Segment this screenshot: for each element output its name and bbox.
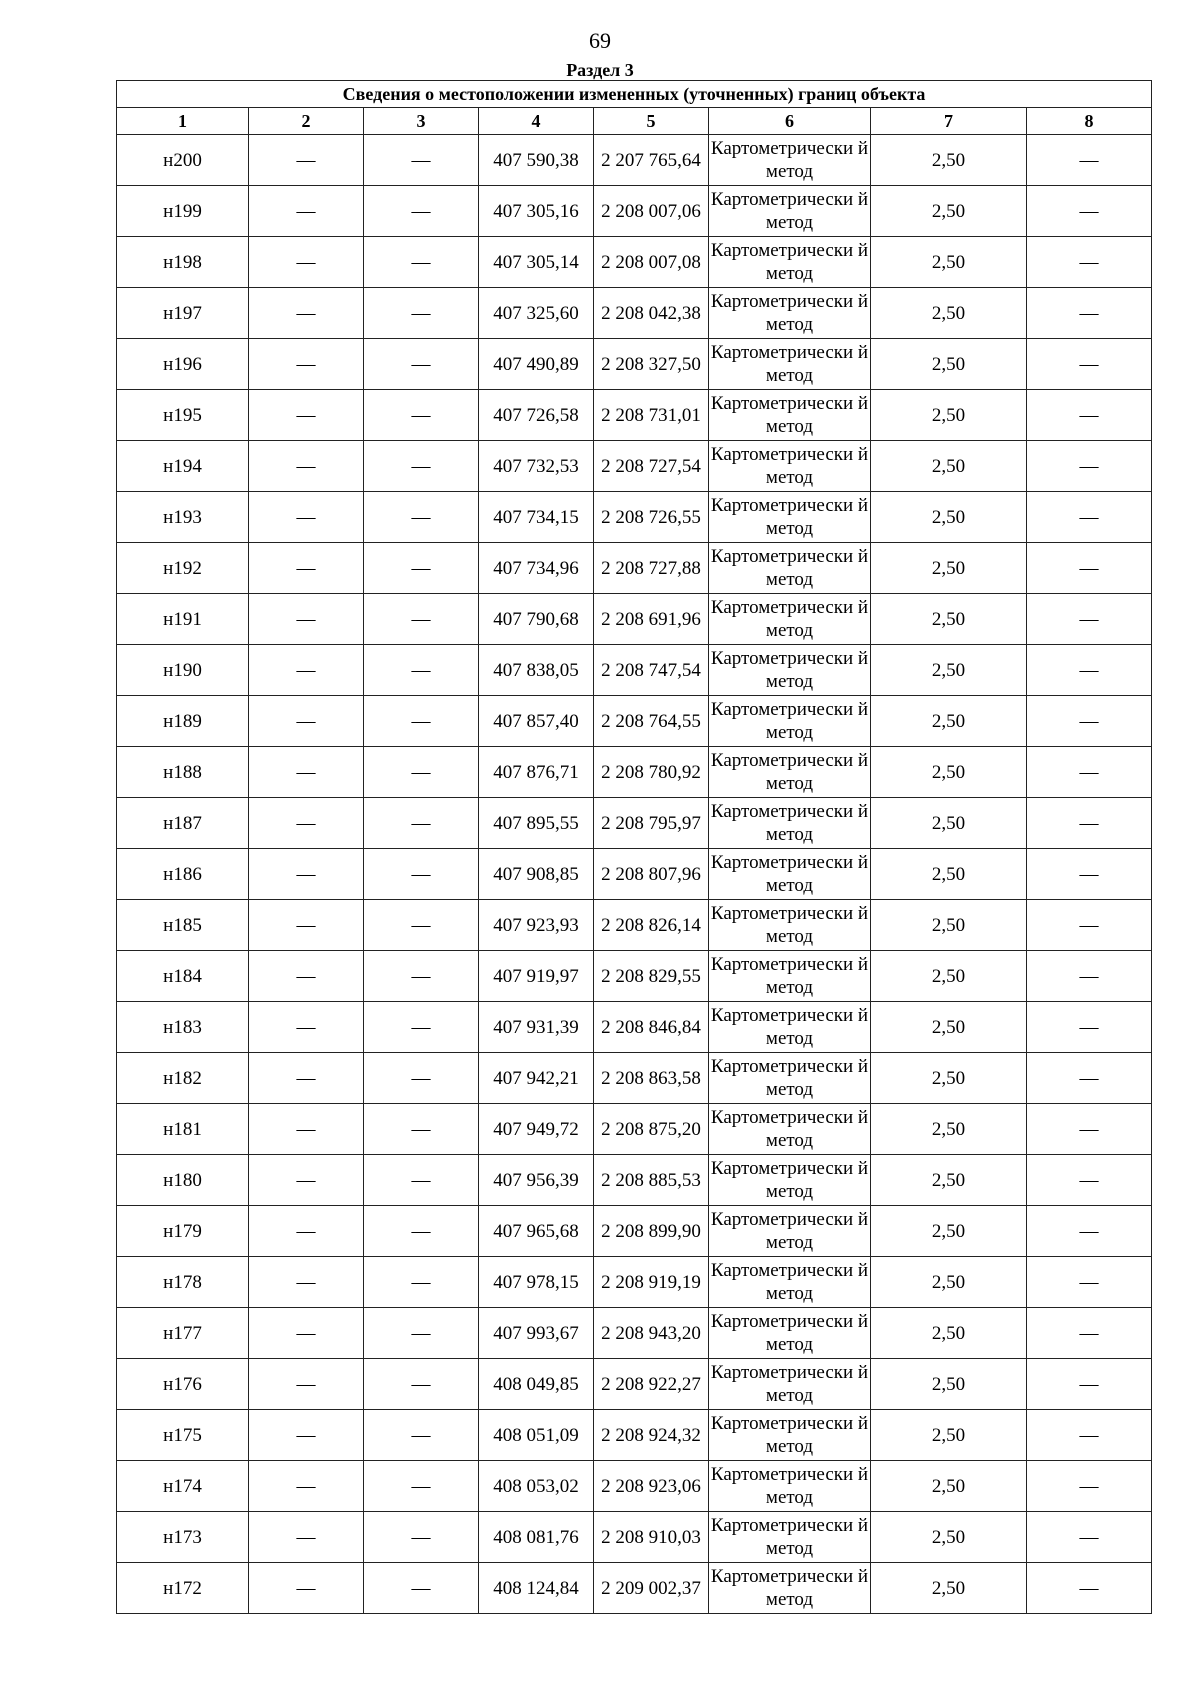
- y-coordinate-cell: 2 208 922,27: [594, 1359, 709, 1410]
- dash-cell: —: [364, 1053, 479, 1104]
- method-cell: Картометрически й метод: [709, 1512, 871, 1563]
- y-coordinate-cell: 2 208 826,14: [594, 900, 709, 951]
- y-coordinate-cell: 2 208 829,55: [594, 951, 709, 1002]
- method-cell: Картометрически й метод: [709, 1002, 871, 1053]
- x-coordinate-cell: 407 305,16: [479, 186, 594, 237]
- point-name-cell: н189: [117, 696, 249, 747]
- dash-cell: —: [364, 1512, 479, 1563]
- accuracy-cell: 2,50: [871, 594, 1027, 645]
- table-row: [117, 1461, 1152, 1512]
- method-cell: Картометрически й метод: [709, 645, 871, 696]
- dash-cell: —: [1027, 543, 1152, 594]
- x-coordinate-cell: 407 732,53: [479, 441, 594, 492]
- dash-cell: —: [249, 1359, 364, 1410]
- dash-cell: —: [249, 492, 364, 543]
- table-row: [117, 1002, 1152, 1053]
- table-row: [117, 696, 1152, 747]
- accuracy-cell: 2,50: [871, 1257, 1027, 1308]
- x-coordinate-cell: 407 734,15: [479, 492, 594, 543]
- dash-cell: —: [1027, 900, 1152, 951]
- table-row: [117, 645, 1152, 696]
- method-cell: Картометрически й метод: [709, 135, 871, 186]
- accuracy-cell: 2,50: [871, 1206, 1027, 1257]
- dash-cell: —: [249, 237, 364, 288]
- accuracy-cell: 2,50: [871, 1053, 1027, 1104]
- dash-cell: —: [364, 135, 479, 186]
- dash-cell: —: [249, 951, 364, 1002]
- point-name-cell: н195: [117, 390, 249, 441]
- y-coordinate-cell: 2 208 846,84: [594, 1002, 709, 1053]
- dash-cell: —: [1027, 1308, 1152, 1359]
- y-coordinate-cell: 2 208 727,54: [594, 441, 709, 492]
- table-row: [117, 900, 1152, 951]
- method-cell: Картометрически й метод: [709, 798, 871, 849]
- method-cell: Картометрически й метод: [709, 390, 871, 441]
- accuracy-cell: 2,50: [871, 390, 1027, 441]
- dash-cell: —: [1027, 1563, 1152, 1614]
- accuracy-cell: 2,50: [871, 900, 1027, 951]
- column-number: 7: [871, 108, 1027, 135]
- accuracy-cell: 2,50: [871, 696, 1027, 747]
- accuracy-cell: 2,50: [871, 951, 1027, 1002]
- dash-cell: —: [364, 1461, 479, 1512]
- accuracy-cell: 2,50: [871, 1359, 1027, 1410]
- dash-cell: —: [1027, 1410, 1152, 1461]
- method-cell: Картометрически й метод: [709, 696, 871, 747]
- x-coordinate-cell: 407 931,39: [479, 1002, 594, 1053]
- column-number: 2: [249, 108, 364, 135]
- dash-cell: —: [1027, 849, 1152, 900]
- table-row: [117, 1053, 1152, 1104]
- dash-cell: —: [1027, 237, 1152, 288]
- dash-cell: —: [1027, 288, 1152, 339]
- x-coordinate-cell: 407 726,58: [479, 390, 594, 441]
- table-row: [117, 186, 1152, 237]
- dash-cell: —: [249, 441, 364, 492]
- table-row: [117, 747, 1152, 798]
- point-name-cell: н177: [117, 1308, 249, 1359]
- accuracy-cell: 2,50: [871, 543, 1027, 594]
- dash-cell: —: [1027, 951, 1152, 1002]
- dash-cell: —: [1027, 747, 1152, 798]
- method-cell: Картометрически й метод: [709, 900, 871, 951]
- dash-cell: —: [1027, 1359, 1152, 1410]
- table-row: [117, 543, 1152, 594]
- method-cell: Картометрически й метод: [709, 1359, 871, 1410]
- x-coordinate-cell: 407 895,55: [479, 798, 594, 849]
- method-cell: Картометрически й метод: [709, 288, 871, 339]
- y-coordinate-cell: 2 208 764,55: [594, 696, 709, 747]
- x-coordinate-cell: 407 942,21: [479, 1053, 594, 1104]
- dash-cell: —: [249, 900, 364, 951]
- x-coordinate-cell: 407 790,68: [479, 594, 594, 645]
- dash-cell: —: [364, 1257, 479, 1308]
- method-cell: Картометрически й метод: [709, 339, 871, 390]
- dash-cell: —: [249, 645, 364, 696]
- dash-cell: —: [364, 441, 479, 492]
- table-row: [117, 390, 1152, 441]
- dash-cell: —: [249, 798, 364, 849]
- y-coordinate-cell: 2 208 924,32: [594, 1410, 709, 1461]
- dash-cell: —: [1027, 1155, 1152, 1206]
- x-coordinate-cell: 407 325,60: [479, 288, 594, 339]
- y-coordinate-cell: 2 208 042,38: [594, 288, 709, 339]
- accuracy-cell: 2,50: [871, 135, 1027, 186]
- table-row: [117, 1206, 1152, 1257]
- dash-cell: —: [364, 1359, 479, 1410]
- dash-cell: —: [1027, 492, 1152, 543]
- method-cell: Картометрически й метод: [709, 951, 871, 1002]
- table-row: [117, 1512, 1152, 1563]
- point-name-cell: н194: [117, 441, 249, 492]
- y-coordinate-cell: 2 209 002,37: [594, 1563, 709, 1614]
- y-coordinate-cell: 2 208 007,06: [594, 186, 709, 237]
- section-title: Раздел 3: [566, 60, 634, 80]
- point-name-cell: н184: [117, 951, 249, 1002]
- column-number: 1: [117, 108, 249, 135]
- boundary-coordinates-table: [116, 80, 1152, 1614]
- table-row: [117, 135, 1152, 186]
- column-number: 8: [1027, 108, 1152, 135]
- accuracy-cell: 2,50: [871, 339, 1027, 390]
- method-cell: Картометрически й метод: [709, 1104, 871, 1155]
- table-row: [117, 1257, 1152, 1308]
- point-name-cell: н193: [117, 492, 249, 543]
- method-cell: Картометрически й метод: [709, 849, 871, 900]
- dash-cell: —: [249, 1563, 364, 1614]
- method-cell: Картометрически й метод: [709, 492, 871, 543]
- table-body: [117, 135, 1152, 1614]
- table-row: [117, 1155, 1152, 1206]
- method-cell: Картометрически й метод: [709, 1308, 871, 1359]
- dash-cell: —: [249, 1257, 364, 1308]
- accuracy-cell: 2,50: [871, 1512, 1027, 1563]
- y-coordinate-cell: 2 208 923,06: [594, 1461, 709, 1512]
- dash-cell: —: [249, 1104, 364, 1155]
- point-name-cell: н188: [117, 747, 249, 798]
- accuracy-cell: 2,50: [871, 1410, 1027, 1461]
- point-name-cell: н178: [117, 1257, 249, 1308]
- x-coordinate-cell: 407 919,97: [479, 951, 594, 1002]
- dash-cell: —: [249, 1410, 364, 1461]
- dash-cell: —: [1027, 1206, 1152, 1257]
- accuracy-cell: 2,50: [871, 1563, 1027, 1614]
- accuracy-cell: 2,50: [871, 645, 1027, 696]
- method-cell: Картометрически й метод: [709, 543, 871, 594]
- accuracy-cell: 2,50: [871, 288, 1027, 339]
- point-name-cell: н176: [117, 1359, 249, 1410]
- point-name-cell: н180: [117, 1155, 249, 1206]
- dash-cell: —: [1027, 1461, 1152, 1512]
- method-cell: Картометрически й метод: [709, 594, 871, 645]
- page-number: 69: [589, 28, 611, 53]
- column-number: 5: [594, 108, 709, 135]
- accuracy-cell: 2,50: [871, 186, 1027, 237]
- x-coordinate-cell: 407 838,05: [479, 645, 594, 696]
- dash-cell: —: [364, 798, 479, 849]
- dash-cell: —: [249, 747, 364, 798]
- dash-cell: —: [364, 951, 479, 1002]
- dash-cell: —: [364, 1155, 479, 1206]
- dash-cell: —: [1027, 441, 1152, 492]
- y-coordinate-cell: 2 208 726,55: [594, 492, 709, 543]
- point-name-cell: н175: [117, 1410, 249, 1461]
- dash-cell: —: [1027, 594, 1152, 645]
- dash-cell: —: [1027, 1512, 1152, 1563]
- dash-cell: —: [364, 594, 479, 645]
- dash-cell: —: [364, 288, 479, 339]
- x-coordinate-cell: 407 490,89: [479, 339, 594, 390]
- table-row: [117, 798, 1152, 849]
- point-name-cell: н190: [117, 645, 249, 696]
- dash-cell: —: [1027, 390, 1152, 441]
- dash-cell: —: [364, 1308, 479, 1359]
- accuracy-cell: 2,50: [871, 798, 1027, 849]
- method-cell: Картометрически й метод: [709, 1461, 871, 1512]
- accuracy-cell: 2,50: [871, 441, 1027, 492]
- dash-cell: —: [1027, 135, 1152, 186]
- x-coordinate-cell: 407 956,39: [479, 1155, 594, 1206]
- y-coordinate-cell: 2 208 919,19: [594, 1257, 709, 1308]
- column-number: 6: [709, 108, 871, 135]
- x-coordinate-cell: 407 876,71: [479, 747, 594, 798]
- y-coordinate-cell: 2 208 327,50: [594, 339, 709, 390]
- dash-cell: —: [249, 1053, 364, 1104]
- method-cell: Картометрически й метод: [709, 1257, 871, 1308]
- point-name-cell: н181: [117, 1104, 249, 1155]
- x-coordinate-cell: 408 053,02: [479, 1461, 594, 1512]
- method-cell: Картометрически й метод: [709, 747, 871, 798]
- method-cell: Картометрически й метод: [709, 1053, 871, 1104]
- dash-cell: —: [1027, 186, 1152, 237]
- column-number: 3: [364, 108, 479, 135]
- y-coordinate-cell: 2 208 007,08: [594, 237, 709, 288]
- y-coordinate-cell: 2 208 795,97: [594, 798, 709, 849]
- dash-cell: —: [364, 747, 479, 798]
- point-name-cell: н172: [117, 1563, 249, 1614]
- accuracy-cell: 2,50: [871, 1461, 1027, 1512]
- point-name-cell: н182: [117, 1053, 249, 1104]
- point-name-cell: н187: [117, 798, 249, 849]
- table-row: [117, 441, 1152, 492]
- dash-cell: —: [364, 1563, 479, 1614]
- dash-cell: —: [1027, 696, 1152, 747]
- column-number-row: [117, 108, 1152, 135]
- x-coordinate-cell: 408 051,09: [479, 1410, 594, 1461]
- x-coordinate-cell: 407 305,14: [479, 237, 594, 288]
- accuracy-cell: 2,50: [871, 237, 1027, 288]
- dash-cell: —: [364, 492, 479, 543]
- accuracy-cell: 2,50: [871, 492, 1027, 543]
- x-coordinate-cell: 408 081,76: [479, 1512, 594, 1563]
- dash-cell: —: [249, 696, 364, 747]
- dash-cell: —: [249, 135, 364, 186]
- table-row: [117, 594, 1152, 645]
- table-caption: Сведения о местоположении измененных (уточненных) границ объекта: [117, 81, 1152, 108]
- dash-cell: —: [364, 1206, 479, 1257]
- method-cell: Картометрически й метод: [709, 1563, 871, 1614]
- table-row: [117, 237, 1152, 288]
- y-coordinate-cell: 2 208 899,90: [594, 1206, 709, 1257]
- accuracy-cell: 2,50: [871, 1155, 1027, 1206]
- dash-cell: —: [249, 339, 364, 390]
- dash-cell: —: [249, 1206, 364, 1257]
- dash-cell: —: [249, 288, 364, 339]
- dash-cell: —: [249, 594, 364, 645]
- table-row: [117, 492, 1152, 543]
- method-cell: Картометрически й метод: [709, 441, 871, 492]
- dash-cell: —: [249, 1002, 364, 1053]
- point-name-cell: н200: [117, 135, 249, 186]
- method-cell: Картометрически й метод: [709, 237, 871, 288]
- dash-cell: —: [364, 1002, 479, 1053]
- dash-cell: —: [1027, 1104, 1152, 1155]
- table-caption-row: [117, 81, 1152, 108]
- point-name-cell: н196: [117, 339, 249, 390]
- table-row: [117, 339, 1152, 390]
- dash-cell: —: [1027, 1002, 1152, 1053]
- dash-cell: —: [364, 849, 479, 900]
- y-coordinate-cell: 2 208 691,96: [594, 594, 709, 645]
- y-coordinate-cell: 2 207 765,64: [594, 135, 709, 186]
- dash-cell: —: [1027, 798, 1152, 849]
- dash-cell: —: [249, 390, 364, 441]
- dash-cell: —: [249, 1512, 364, 1563]
- point-name-cell: н183: [117, 1002, 249, 1053]
- point-name-cell: н179: [117, 1206, 249, 1257]
- method-cell: Картометрически й метод: [709, 186, 871, 237]
- y-coordinate-cell: 2 208 885,53: [594, 1155, 709, 1206]
- table-row: [117, 1563, 1152, 1614]
- accuracy-cell: 2,50: [871, 849, 1027, 900]
- x-coordinate-cell: 407 965,68: [479, 1206, 594, 1257]
- table-row: [117, 1308, 1152, 1359]
- dash-cell: —: [249, 1461, 364, 1512]
- point-name-cell: н199: [117, 186, 249, 237]
- dash-cell: —: [364, 900, 479, 951]
- accuracy-cell: 2,50: [871, 1308, 1027, 1359]
- table-row: [117, 951, 1152, 1002]
- dash-cell: —: [1027, 1053, 1152, 1104]
- dash-cell: —: [249, 186, 364, 237]
- dash-cell: —: [364, 186, 479, 237]
- dash-cell: —: [1027, 1257, 1152, 1308]
- dash-cell: —: [364, 339, 479, 390]
- x-coordinate-cell: 407 857,40: [479, 696, 594, 747]
- y-coordinate-cell: 2 208 875,20: [594, 1104, 709, 1155]
- dash-cell: —: [364, 696, 479, 747]
- dash-cell: —: [364, 1410, 479, 1461]
- x-coordinate-cell: 408 049,85: [479, 1359, 594, 1410]
- table-row: [117, 288, 1152, 339]
- column-number: 4: [479, 108, 594, 135]
- accuracy-cell: 2,50: [871, 1104, 1027, 1155]
- x-coordinate-cell: 407 949,72: [479, 1104, 594, 1155]
- method-cell: Картометрически й метод: [709, 1410, 871, 1461]
- y-coordinate-cell: 2 208 747,54: [594, 645, 709, 696]
- method-cell: Картометрически й метод: [709, 1155, 871, 1206]
- dash-cell: —: [249, 849, 364, 900]
- accuracy-cell: 2,50: [871, 1002, 1027, 1053]
- dash-cell: —: [364, 543, 479, 594]
- y-coordinate-cell: 2 208 807,96: [594, 849, 709, 900]
- table-row: [117, 1104, 1152, 1155]
- y-coordinate-cell: 2 208 863,58: [594, 1053, 709, 1104]
- dash-cell: —: [1027, 339, 1152, 390]
- table-row: [117, 1410, 1152, 1461]
- table-row: [117, 1359, 1152, 1410]
- dash-cell: —: [249, 1155, 364, 1206]
- y-coordinate-cell: 2 208 910,03: [594, 1512, 709, 1563]
- point-name-cell: н185: [117, 900, 249, 951]
- y-coordinate-cell: 2 208 727,88: [594, 543, 709, 594]
- dash-cell: —: [249, 1308, 364, 1359]
- dash-cell: —: [364, 645, 479, 696]
- y-coordinate-cell: 2 208 731,01: [594, 390, 709, 441]
- point-name-cell: н191: [117, 594, 249, 645]
- x-coordinate-cell: 407 590,38: [479, 135, 594, 186]
- accuracy-cell: 2,50: [871, 747, 1027, 798]
- x-coordinate-cell: 408 124,84: [479, 1563, 594, 1614]
- y-coordinate-cell: 2 208 943,20: [594, 1308, 709, 1359]
- point-name-cell: н174: [117, 1461, 249, 1512]
- x-coordinate-cell: 407 908,85: [479, 849, 594, 900]
- point-name-cell: н186: [117, 849, 249, 900]
- dash-cell: —: [1027, 645, 1152, 696]
- x-coordinate-cell: 407 993,67: [479, 1308, 594, 1359]
- point-name-cell: н192: [117, 543, 249, 594]
- point-name-cell: н173: [117, 1512, 249, 1563]
- dash-cell: —: [364, 237, 479, 288]
- y-coordinate-cell: 2 208 780,92: [594, 747, 709, 798]
- dash-cell: —: [364, 390, 479, 441]
- dash-cell: —: [249, 543, 364, 594]
- dash-cell: —: [364, 1104, 479, 1155]
- method-cell: Картометрически й метод: [709, 1206, 871, 1257]
- table-row: [117, 849, 1152, 900]
- x-coordinate-cell: 407 734,96: [479, 543, 594, 594]
- x-coordinate-cell: 407 923,93: [479, 900, 594, 951]
- x-coordinate-cell: 407 978,15: [479, 1257, 594, 1308]
- point-name-cell: н197: [117, 288, 249, 339]
- point-name-cell: н198: [117, 237, 249, 288]
